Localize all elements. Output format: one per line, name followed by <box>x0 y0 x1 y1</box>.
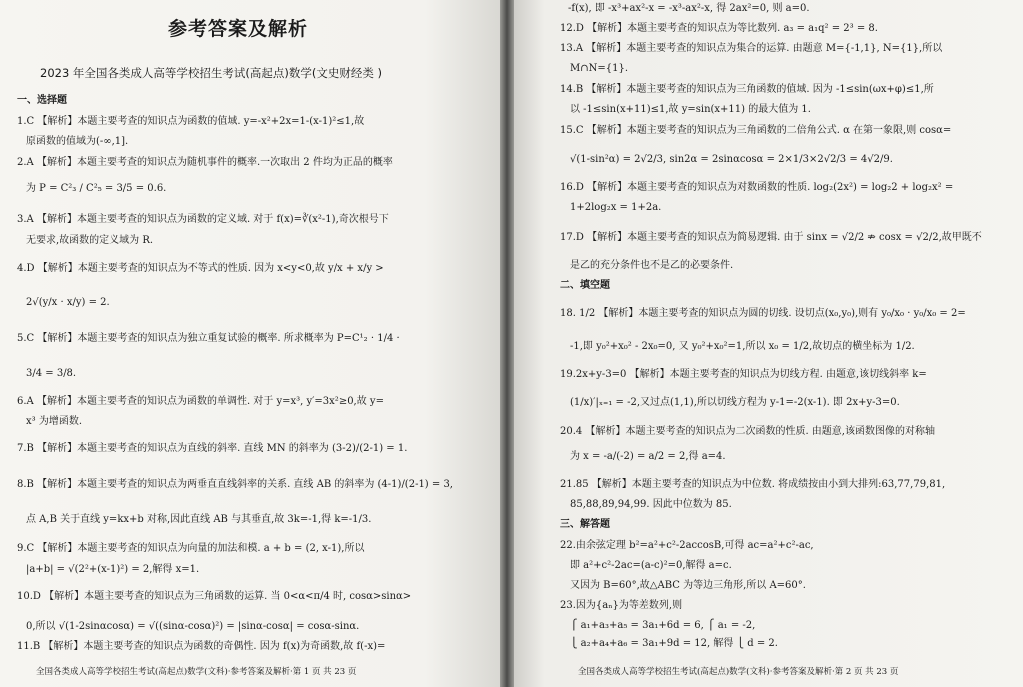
page-footer: 全国各类成人高等学校招生考试(高起点)数学(文科)·参考答案及解析·第 2 页 共 23 页 <box>578 667 899 677</box>
answer-q13-line1: 13.A 【解析】本题主要考查的知识点为集合的运算. 由题意 M={-1,1}, N={1},所以 <box>560 43 943 54</box>
answer-q3-line1: 3.A 【解析】本题主要考查的知识点为函数的定义域. 对于 f(x)=∛(x²-1),奇次根号下 <box>17 214 389 225</box>
answer-q10-line2: 0,所以 √(1-2sinαcosα) = √((sinα-cosα)²) = |sinα-cosα| = cosα-sinα. <box>26 621 360 632</box>
answer-q14-line1: 14.B 【解析】本题主要考查的知识点为三角函数的值域. 因为 -1≤sin(ωx+φ)≤1,所 <box>560 84 934 95</box>
answer-q22-line2: 即 a²+c²-2ac=(a-c)²=0,解得 a=c. <box>570 560 732 571</box>
answer-q22-line3: 又因为 B=60°,故△ABC 为等边三角形,所以 A=60°. <box>570 580 806 591</box>
section-heading-choice: 一、选择题 <box>17 95 67 106</box>
answer-q16-line1: 16.D 【解析】本题主要考查的知识点为对数函数的性质. log₂(2x²) = log₂2 + log₂x² = <box>560 182 954 193</box>
exam-subtitle: 2023 年全国各类成人高等学校招生考试(高起点)数学(文史财经类 ) <box>40 66 383 80</box>
answer-q21-line1: 21.85 【解析】本题主要考查的知识点为中位数. 将成绩按由小到大排列:63,77,79,81, <box>560 479 946 490</box>
answer-q23-system-line1: ⎧ a₁+a₃+a₅ = 3a₁+6d = 6, ⎧ a₁ = -2, <box>570 620 756 631</box>
answer-q20-line1: 20.4 【解析】本题主要考查的知识点为二次函数的性质. 由题意,该函数图像的对称轴 <box>560 426 935 437</box>
right-page <box>514 0 1023 687</box>
answer-q4-line2: 2√(y/x · x/y) = 2. <box>26 297 110 308</box>
answer-q19-line2: (1/x)′|ₓ₌₁ = -2,又过点(1,1),所以切线方程为 y-1=-2(x-1). 即 2x+y-3=0. <box>570 397 900 408</box>
left-page <box>0 0 500 687</box>
answer-q23-line1: 23.因为{aₙ}为等差数列,则 <box>560 600 683 611</box>
page-title: 参考答案及解析 <box>168 18 309 40</box>
answer-q18-line2: -1,即 y₀²+x₀² - 2x₀=0, 又 y₀²+x₀²=1,所以 x₀ = 1/2,故切点的横坐标为 1/2. <box>570 341 915 352</box>
answer-q16-line2: 1+2log₂x = 1+2a. <box>570 202 662 213</box>
answer-q21-line2: 85,88,89,94,99. 因此中位数为 85. <box>570 499 732 510</box>
answer-q17-line2: 是乙的充分条件也不是乙的必要条件. <box>570 260 734 271</box>
answer-q1-line2: 原函数的值域为(-∞,1]. <box>26 136 129 147</box>
answer-q15-line2: √(1-sin²α) = 2√2/3, sin2α = 2sinαcosα = 2×1/3×2√2/3 = 4√2/9. <box>570 154 893 165</box>
page-footer: 全国各类成人高等学校招生考试(高起点)数学(文科)·参考答案及解析·第 1 页 共 23 页 <box>36 667 357 677</box>
answer-q2-line2: 为 P = C²₃ / C²₅ = 3/5 = 0.6. <box>26 183 167 194</box>
answer-q14-line2: 以 -1≤sin(x+11)≤1,故 y=sin(x+11) 的最大值为 1. <box>570 104 811 115</box>
answer-q9-line2: |a+b| = √(2²+(x-1)²) = 2,解得 x=1. <box>26 564 200 575</box>
answer-q22-line1: 22.由余弦定理 b²=a²+c²-2accosB,可得 ac=a²+c²-ac, <box>560 540 814 551</box>
answer-q23-system-line2: ⎩ a₂+a₄+a₆ = 3a₁+9d = 12, 解得 ⎩ d = 2. <box>570 638 778 649</box>
section-heading-fill: 二、填空题 <box>560 280 610 291</box>
answer-q5-line2: 3/4 = 3/8. <box>26 368 77 379</box>
answer-q12: 12.D 【解析】本题主要考查的知识点为等比数列. a₃ = a₁q² = 2³ = 8. <box>560 23 878 34</box>
answer-q13-line2: M∩N={1}. <box>570 63 629 74</box>
answer-q6-line2: x³ 为增函数. <box>26 416 83 427</box>
answer-q8-line1: 8.B 【解析】本题主要考查的知识点为两垂直直线斜率的关系. 直线 AB 的斜率为 (4-1)/(2-1) = 3, <box>17 479 453 490</box>
answer-q10-line1: 10.D 【解析】本题主要考查的知识点为三角函数的运算. 当 0<α<π/4 时, cosα>sinα> <box>17 591 412 602</box>
book-gutter <box>500 0 514 687</box>
answer-q4-line1: 4.D 【解析】本题主要考查的知识点为不等式的性质. 因为 x<y<0,故 y/x + x/y > <box>17 263 384 274</box>
answer-q1-line1: 1.C 【解析】本题主要考查的知识点为函数的值域. y=-x²+2x=1-(x-1)²≤1,故 <box>17 116 365 127</box>
answer-q18-line1: 18. 1/2 【解析】本题主要考查的知识点为圆的切线. 设切点(x₀,y₀),则有 y₀/x₀ · y₀/x₀ = 2= <box>560 308 966 319</box>
answer-q3-line2: 无要求,故函数的定义域为 R. <box>26 235 154 246</box>
answer-q11-continuation: -f(x), 即 -x³+ax²-x = -x³-ax²-x, 得 2ax²=0, 则 a=0. <box>568 3 810 14</box>
answer-q5-line1: 5.C 【解析】本题主要考查的知识点为独立重复试验的概率. 所求概率为 P=C¹₂ · 1/4 · <box>17 333 400 344</box>
answer-q15-line1: 15.C 【解析】本题主要考查的知识点为三角函数的二倍角公式. α 在第一象限,则 cosα= <box>560 125 952 136</box>
answer-q2-line1: 2.A 【解析】本题主要考查的知识点为随机事件的概率.一次取出 2 件均为正品的概率 <box>17 157 393 168</box>
answer-q6-line1: 6.A 【解析】本题主要考查的知识点为函数的单调性. 对于 y=x³, y′=3x²≥0,故 y= <box>17 396 384 407</box>
answer-q7: 7.B 【解析】本题主要考查的知识点为直线的斜率. 直线 MN 的斜率为 (3-2)/(2-1) = 1. <box>17 443 408 454</box>
answer-q11-line1: 11.B 【解析】本题主要考查的知识点为函数的奇偶性. 因为 f(x)为奇函数,故 f(-x)= <box>17 641 386 652</box>
section-heading-solve: 三、解答题 <box>560 519 610 530</box>
answer-q20-line2: 为 x = -a/(-2) = a/2 = 2,得 a=4. <box>570 451 726 462</box>
answer-q9-line1: 9.C 【解析】本题主要考查的知识点为向量的加法和模. a + b = (2, x-1),所以 <box>17 543 365 554</box>
answer-q17-line1: 17.D 【解析】本题主要考查的知识点为简易逻辑. 由于 sinx = √2/2 ⇏ cosx = √2/2,故甲既不 <box>560 232 982 243</box>
answer-q8-line2: 点 A,B 关于直线 y=kx+b 对称,因此直线 AB 与其垂直,故 3k=-1,得 k=-1/3. <box>26 514 372 525</box>
answer-q19-line1: 19.2x+y-3=0 【解析】本题主要考查的知识点为切线方程. 由题意,该切线斜率 k= <box>560 369 927 380</box>
